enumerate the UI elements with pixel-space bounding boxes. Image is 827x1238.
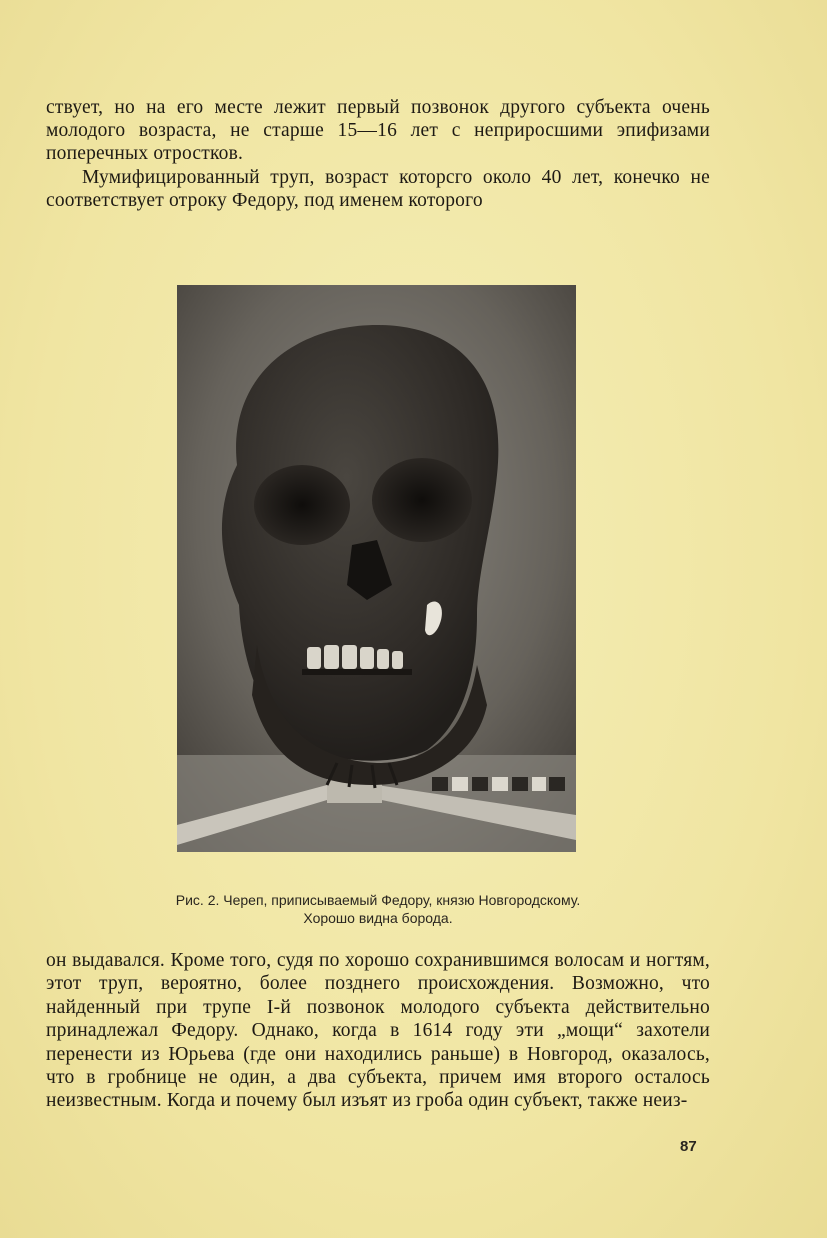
page-number: 87 xyxy=(680,1138,697,1155)
skull-photograph xyxy=(177,285,576,852)
paragraph-continued: он выдавался. Кроме того, судя по хорошо сохранившимся волосам и ногтям, этот труп, вероятно, более позднего происхождения. Возможно, что найденный при трупе I-й позвонок молодого субъекта действительно принадлежал Федору. Однако, когда в 1614 году эти „мощи“ захотели перенести из Юрьева (где они находились раньше) в Новгород, оказалось, что в гробнице не один, а два субъекта, причем имя второго осталось неизвестным. Когда и почему был изъят из гроба один субъект, также неиз- xyxy=(46,950,710,1112)
bottom-text-block xyxy=(46,949,710,1113)
caption-line-2: Хорошо видна борода. xyxy=(303,910,453,926)
top-text-block xyxy=(46,96,710,212)
skull-photo-illustration xyxy=(177,285,576,852)
figure-caption xyxy=(46,891,710,927)
paragraph-continuation: ствует, но на его месте лежит первый позвонок другого субъекта очень молодого возраста, не старше 15—16 лет с неприросшими эпифизами поперечных отростков. xyxy=(46,97,710,165)
caption-line-1: Рис. 2. Череп, приписываемый Федору, князю Новгородскому. xyxy=(175,892,581,908)
paragraph-mummy: Мумифицированный труп, возраст которсго около 40 лет, конечко не соответствует отроку Федору, под именем которого xyxy=(46,166,710,211)
